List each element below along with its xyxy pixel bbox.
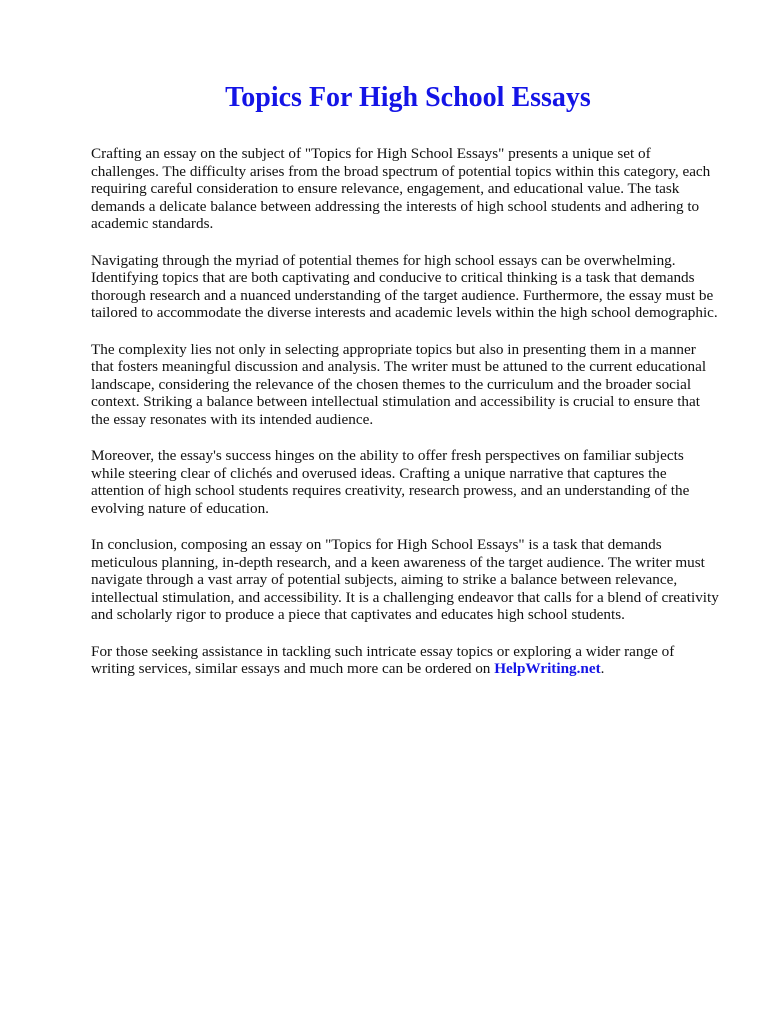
paragraph-1: Crafting an essay on the subject of "Topics for High School Essays" presents a unique set of challenges. The difficulty arises from the broad spectrum of potential topics within this category, each requiring careful consideration to ensure relevance, engagement, and educational value. The task demands a delicate balance between addressing the interests of high school students and adhering to academic standards. bbox=[91, 145, 711, 232]
helpwriting-link[interactable]: HelpWriting.net bbox=[494, 660, 601, 677]
closing-paragraph bbox=[91, 643, 719, 678]
paragraph-2: Navigating through the myriad of potential themes for high school essays can be overwhelming. Identifying topics that are both captivating and conducive to critical thinking is a task that demands thorough research and a nuanced understanding of the target audience. Furthermore, the essay must be tailored to accommodate the diverse interests and academic levels within the high school demographic. bbox=[91, 251, 718, 321]
closing-suffix: . bbox=[600, 660, 605, 677]
page-title: Topics For High School Essays bbox=[225, 82, 591, 113]
paragraph-4: Moreover, the essay's success hinges on the ability to offer fresh perspectives on familiar subjects while steering clear of clichés and overused ideas. Crafting a unique narrative that captures the attention of high school students requires creativity, research prowess, and an understanding of the evolving nature of education. bbox=[91, 447, 690, 517]
document-body bbox=[91, 145, 719, 697]
closing-text: For those seeking assistance in tackling such intricate essay topics or exploring a wider range of writing services, similar essays and much more can be ordered on bbox=[91, 642, 675, 677]
paragraph-3: The complexity lies not only in selecting appropriate topics but also in presenting them in a manner that fosters meaningful discussion and analysis. The writer must be attuned to the current educational landscape, considering the relevance of the chosen themes to the curriculum and the broader social context. Striking a balance between intellectual stimulation and accessibility is crucial to ensure that the essay resonates with its intended audience. bbox=[91, 340, 707, 428]
paragraph-5: In conclusion, composing an essay on "Topics for High School Essays" is a task that demands meticulous planning, in-depth research, and a keen awareness of the target audience. The writer must navigate through a vast array of potential subjects, aiming to strike a balance between relevance, intellectual stimulation, and accessibility. It is a challenging endeavor that calls for a blend of creativity and scholarly rigor to produce a piece that captivates and educates high school students. bbox=[91, 536, 719, 623]
